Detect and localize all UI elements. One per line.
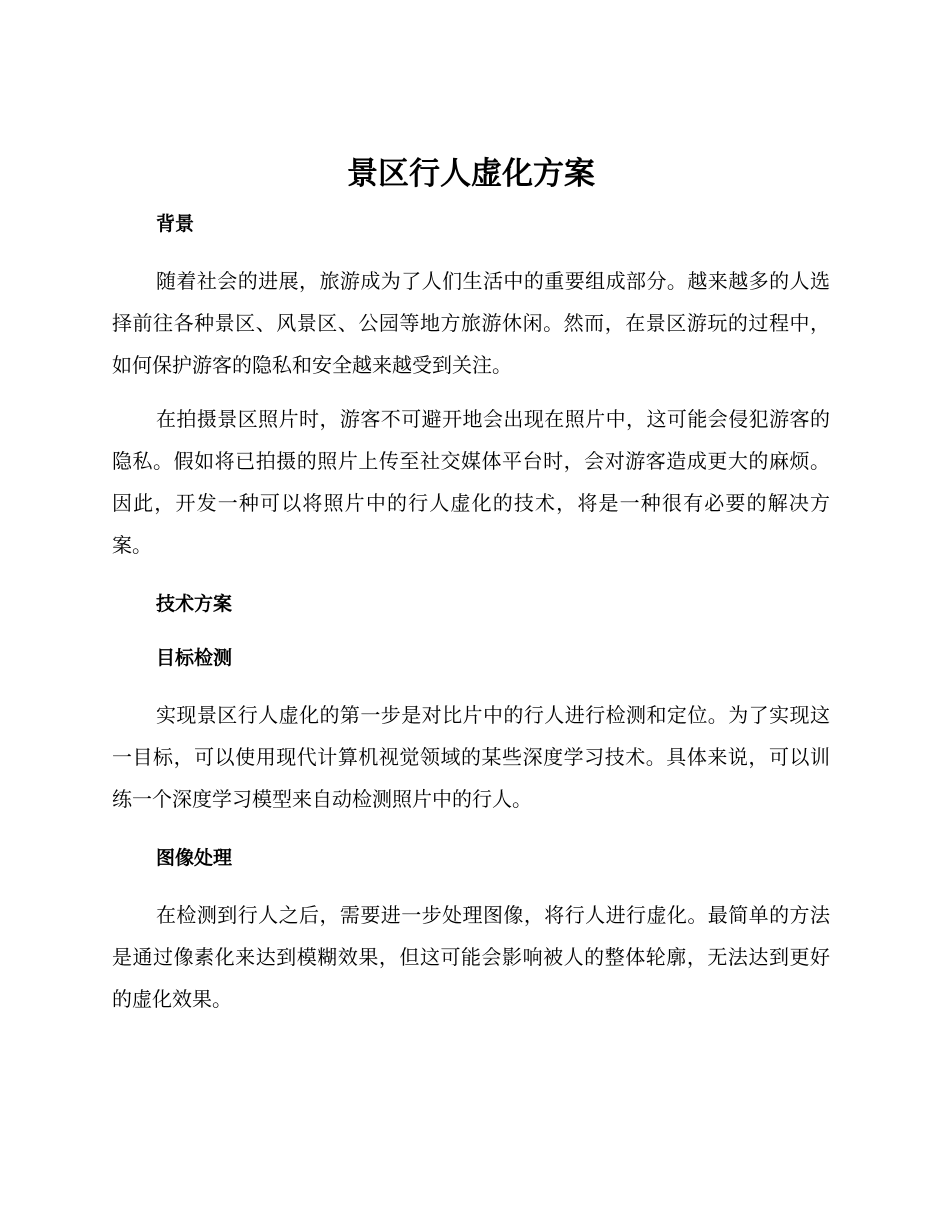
document-title: 景区行人虚化方案 [347, 156, 595, 192]
paragraph-detection-1: 实现景区行人虚化的第一步是对比片中的行人进行检测和定位。为了实现这一目标，可以使用现代计算机视觉领域的某些深度学习技术。具体来说，可以训练一个深度学习模型来自动检测照片中的行人。 [112, 703, 830, 811]
paragraph-background-2: 在拍摄景区照片时，游客不可避开地会出现在照片中，这可能会侵犯游客的隐私。假如将已拍摄的照片上传至社交媒体平台时，会对游客造成更大的麻烦。因此，开发一种可以将照片中的行人虚化的技术，将是一种很有必要的解决方案。 [112, 407, 830, 557]
heading-tech: 技术方案 [156, 593, 233, 615]
heading-background: 背景 [156, 213, 195, 235]
heading-detection: 目标检测 [156, 647, 233, 669]
paragraph-processing-1: 在检测到行人之后，需要进一步处理图像，将行人进行虚化。最简单的方法是通过像素化来达到模糊效果，但这可能会影响被人的整体轮廓，无法达到更好的虚化效果。 [112, 903, 830, 1011]
heading-processing: 图像处理 [156, 847, 233, 869]
paragraph-background-1: 随着社会的进展，旅游成为了人们生活中的重要组成部分。越来越多的人选择前往各种景区、风景区、公园等地方旅游休闲。然而，在景区游玩的过程中，如何保护游客的隐私和安全越来越受到关注。 [112, 269, 830, 377]
document-page [112, 148, 830, 1020]
